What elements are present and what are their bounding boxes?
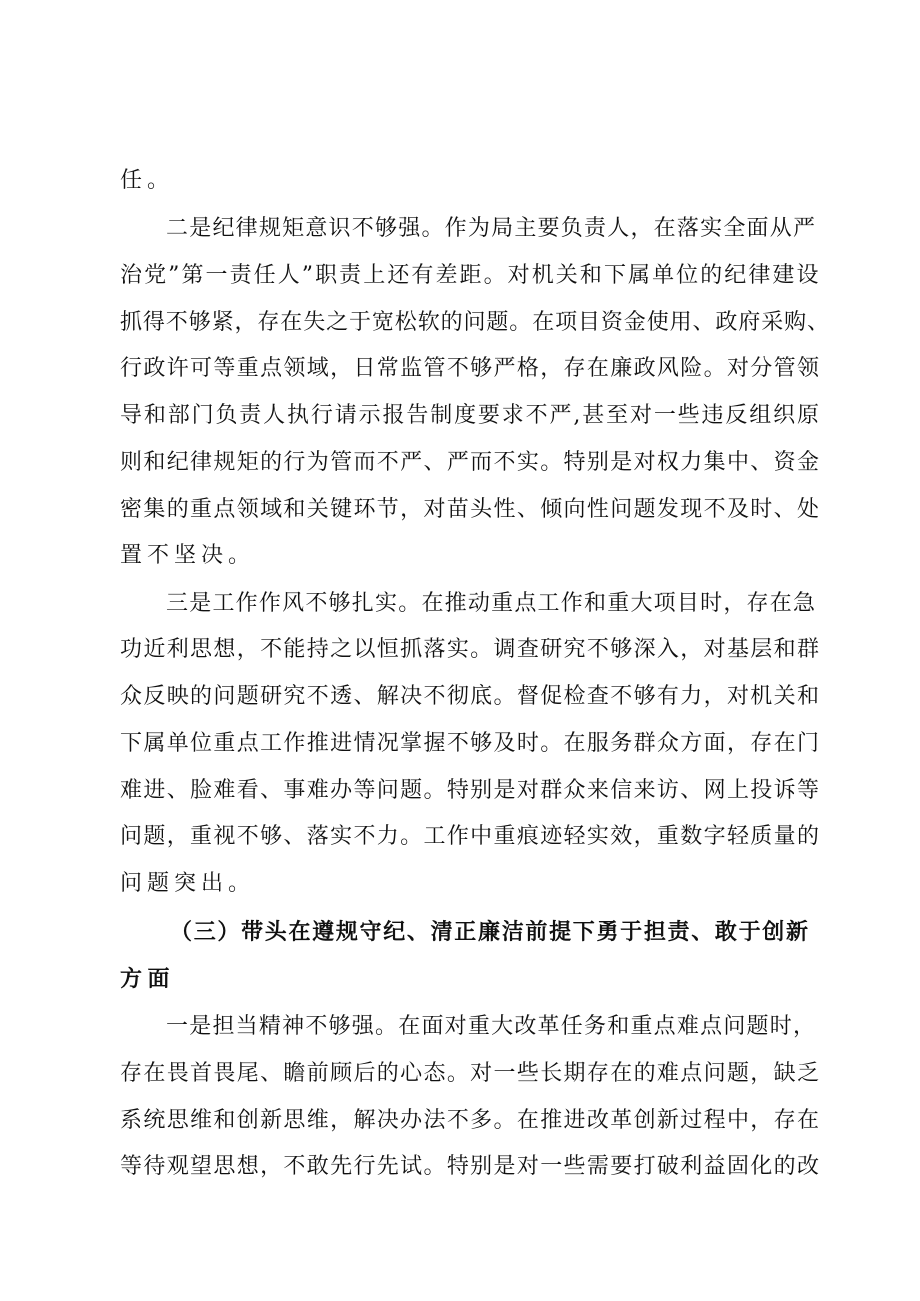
text-line: 密集的重点领域和关键环节，对苗头性、倾向性问题发现不及时、处 xyxy=(120,497,821,522)
text-line: 置不坚决。 xyxy=(120,543,256,568)
text-line: 系统思维和创新思维，解决办法不多。在推进改革创新过程中，存在 xyxy=(120,1108,821,1133)
text-line: 任。 xyxy=(120,168,175,193)
text-line: 行政许可等重点领域，日常监管不够严格，存在廉政风险。对分管领 xyxy=(120,356,821,381)
text-line: 抓得不够紧，存在失之于宽松软的问题。在项目资金使用、政府采购、 xyxy=(120,310,830,335)
text-line: 治党”第一责任人”职责上还有差距。对机关和下属单位的纪律建设 xyxy=(120,263,821,288)
text-line: 导和部门负责人执行请示报告制度要求不严,甚至对一些违反组织原 xyxy=(120,403,821,428)
text-line: 下属单位重点工作推进情况掌握不够及时。在服务群众方面，存在门 xyxy=(120,731,821,756)
text-line: 众反映的问题研究不透、解决不彻底。督促检查不够有力，对机关和 xyxy=(120,684,821,709)
paragraph-4-first-line: 一是担当精神不够强。在面对重大改革任务和重点难点问题时， xyxy=(166,1014,817,1039)
text-line: 难进、脸难看、事难办等问题。特别是对群众来信来访、网上投诉等 xyxy=(120,778,821,803)
paragraph-2-first-line: 二是纪律规矩意识不够强。作为局主要负责人，在落实全面从严 xyxy=(166,216,817,241)
text-line: 则和纪律规矩的行为管而不严、严而不实。特别是对权力集中、资金 xyxy=(120,450,821,475)
text-line: 问题突出。 xyxy=(120,871,256,896)
text-line: 等待观望思想，不敢先行先试。特别是对一些需要打破利益固化的改 xyxy=(120,1154,821,1179)
section-heading-continued: 方面 xyxy=(120,967,176,992)
section-heading: （三）带头在遵规守纪、清正廉洁前提下勇于担责、敢于创新 xyxy=(170,920,810,945)
text-line: 问题，重视不够、落实不力。工作中重痕迹轻实效，重数字轻质量的 xyxy=(120,824,821,849)
text-line: 存在畏首畏尾、瞻前顾后的心态。对一些长期存在的难点问题，缺乏 xyxy=(120,1061,821,1086)
paragraph-3-first-line: 三是工作作风不够扎实。在推动重点工作和重大项目时，存在急 xyxy=(166,591,817,616)
text-line: 功近利思想，不能持之以恒抓落实。调查研究不够深入，对基层和群 xyxy=(120,637,821,662)
